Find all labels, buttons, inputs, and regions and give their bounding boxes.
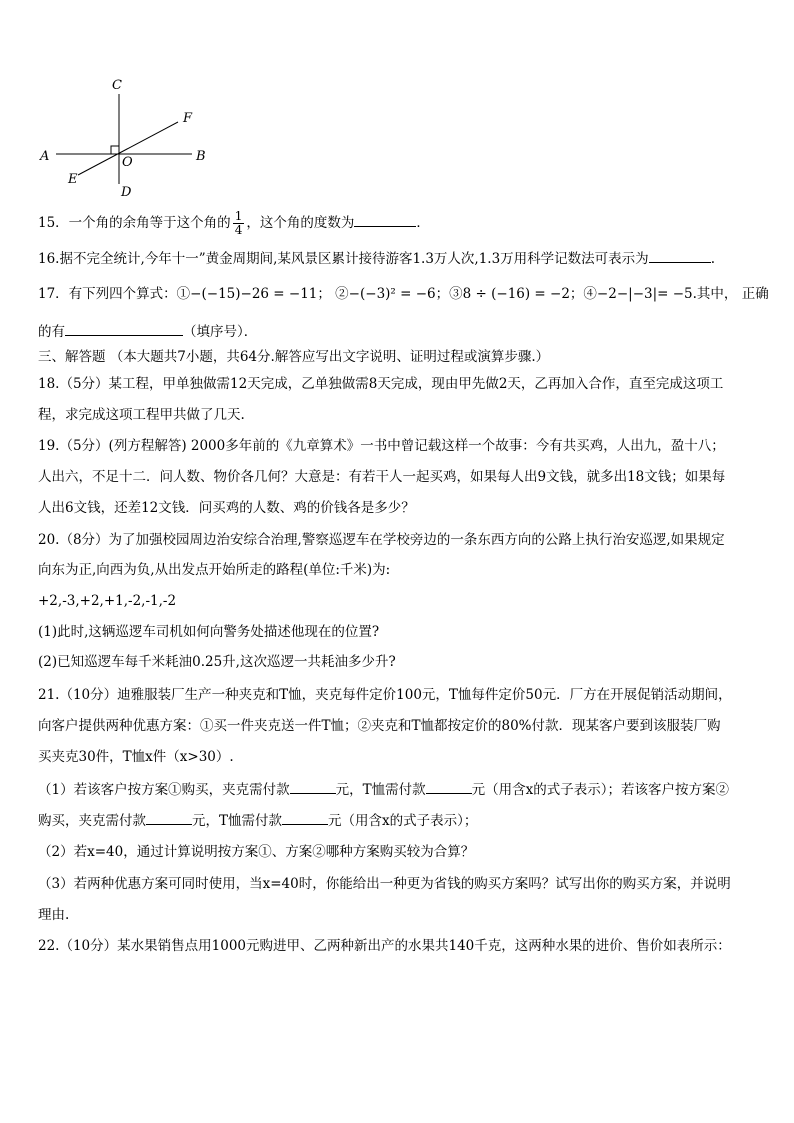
question-20-data: +2,-3,+2,+1,-2,-1,-2 — [38, 593, 177, 609]
q17-pre: 的有 — [38, 324, 65, 340]
answer-blank[interactable] — [282, 810, 328, 825]
q21-p1-a: （1）若该客户按方案①购买，夹克需付款 — [38, 782, 290, 798]
question-19-line2: 人出六，不足十二．问人数、物价各几何？大意是：有若干人一起买鸡，如果每人出9文钱，就多出18文钱；如果每 — [38, 469, 726, 485]
question-21-part3-line1: （3）若两种优惠方案可同时使用，当x=40时，你能给出一种更为省钱的购买方案吗？试写出你的购买方案，并说明 — [38, 876, 731, 892]
geometry-figure — [30, 72, 220, 202]
answer-blank[interactable] — [649, 248, 711, 263]
q21-p1-f: 元（用含x的式子表示）； — [328, 813, 478, 829]
question-16 — [38, 248, 715, 269]
q15-text2: ，这个角的度数为 — [246, 215, 355, 231]
question-21-part2: （2）若x=40，通过计算说明按方案①、方案②哪种方案购买较为合算？ — [38, 844, 475, 860]
question-21-line3: 买夹克30件，T恤x件（x>30）. — [38, 749, 234, 765]
label-d: D — [121, 185, 132, 200]
section-3-heading: 三、解答题 （本大题共7小题，共64分.解答应写出文字说明、证明过程或演算步骤.） — [38, 349, 550, 365]
answer-blank[interactable] — [354, 212, 416, 227]
label-o: O — [122, 155, 133, 170]
fraction-one-quarter — [233, 210, 245, 237]
frac-num: 1 — [234, 209, 243, 223]
q21-p1-e: 元，T恤需付款 — [192, 813, 283, 829]
q15-text: 15．一个角的余角等于这个角的 — [38, 215, 231, 231]
question-19-line3: 人出6文钱，还差12文钱．问买鸡的人数、鸡的价钱各是多少？ — [38, 500, 415, 516]
question-20-line2: 向东为正,向西为负,从出发点开始所走的路程(单位:千米)为: — [38, 562, 391, 578]
question-18-line1: 18.（5分）某工程，甲单独做需12天完成，乙单独做需8天完成，现由甲先做2天，乙再加入合作，直至完成这项工 — [38, 376, 724, 392]
frac-den: 4 — [234, 223, 243, 237]
question-18-line2: 程，求完成这项工程甲共做了几天. — [38, 407, 245, 423]
question-17-line1: 17．有下列四个算式：①−(−15)−26 = −11； ②−(−3)² = −6；③8 ÷ (−16) = −2；④−2−|−3|= −5.其中， 正确 — [38, 286, 769, 302]
q16-text: 16.据不完全统计,今年十一”黄金周期间,某风景区累计接待游客1.3万人次,1.3万用科学记数法可表示为 — [38, 251, 649, 267]
q21-p1-b: 元，T恤需付款 — [335, 782, 426, 798]
label-a: A — [40, 149, 50, 164]
q21-p1-c: 元（用含x的式子表示）；若该客户按方案② — [471, 782, 729, 798]
question-21-line1: 21.（10分）迪雅服装厂生产一种夹克和T恤，夹克每件定价100元，T恤每件定价50元．厂方在开展促销活动期间， — [38, 687, 732, 703]
question-21-part1-line2 — [38, 810, 477, 831]
answer-blank[interactable] — [146, 810, 192, 825]
question-21-part3-line2: 理由. — [38, 907, 70, 923]
q21-p1-d: 购买，夹克需付款 — [38, 813, 146, 829]
question-21-part1-line1 — [38, 779, 729, 800]
label-c: C — [112, 78, 122, 93]
q17-post: （填序号）． — [183, 324, 258, 340]
label-f: F — [183, 111, 193, 126]
answer-blank[interactable] — [290, 779, 336, 794]
q16-end: . — [710, 251, 715, 267]
question-22-line1: 22.（10分）某水果销售点用1000元购进甲、乙两种新出产的水果共140千克，这两种水果的进价、售价如表所示： — [38, 938, 731, 954]
question-20-part1: (1)此时,这辆巡逻车司机如何向警务处描述他现在的位置? — [38, 624, 380, 640]
right-angle-mark — [111, 146, 119, 154]
answer-blank[interactable] — [426, 779, 472, 794]
label-b: B — [196, 149, 206, 164]
question-17-line2 — [38, 321, 257, 342]
q15-end: ． — [416, 215, 430, 231]
question-19-line1: 19.（5分）(列方程解答) 2000多年前的《九章算术》一书中曾记载这样一个故事：今有共买鸡，人出九，盈十八； — [38, 438, 725, 454]
label-e: E — [68, 172, 78, 187]
question-20-part2: (2)已知巡逻车每千米耗油0.25升,这次巡逻一共耗油多少升? — [38, 654, 396, 670]
answer-blank[interactable] — [65, 321, 183, 336]
question-15 — [38, 210, 430, 237]
question-21-line2: 向客户提供两种优惠方案：①买一件夹克送一件T恤；②夹克和T恤都按定价的80%付款．现某客户要到该服装厂购 — [38, 718, 721, 734]
question-20-line1: 20.（8分）为了加强校园周边治安综合治理,警察巡逻车在学校旁边的一条东西方向的公路上执行治安巡逻,如果规定 — [38, 532, 725, 548]
